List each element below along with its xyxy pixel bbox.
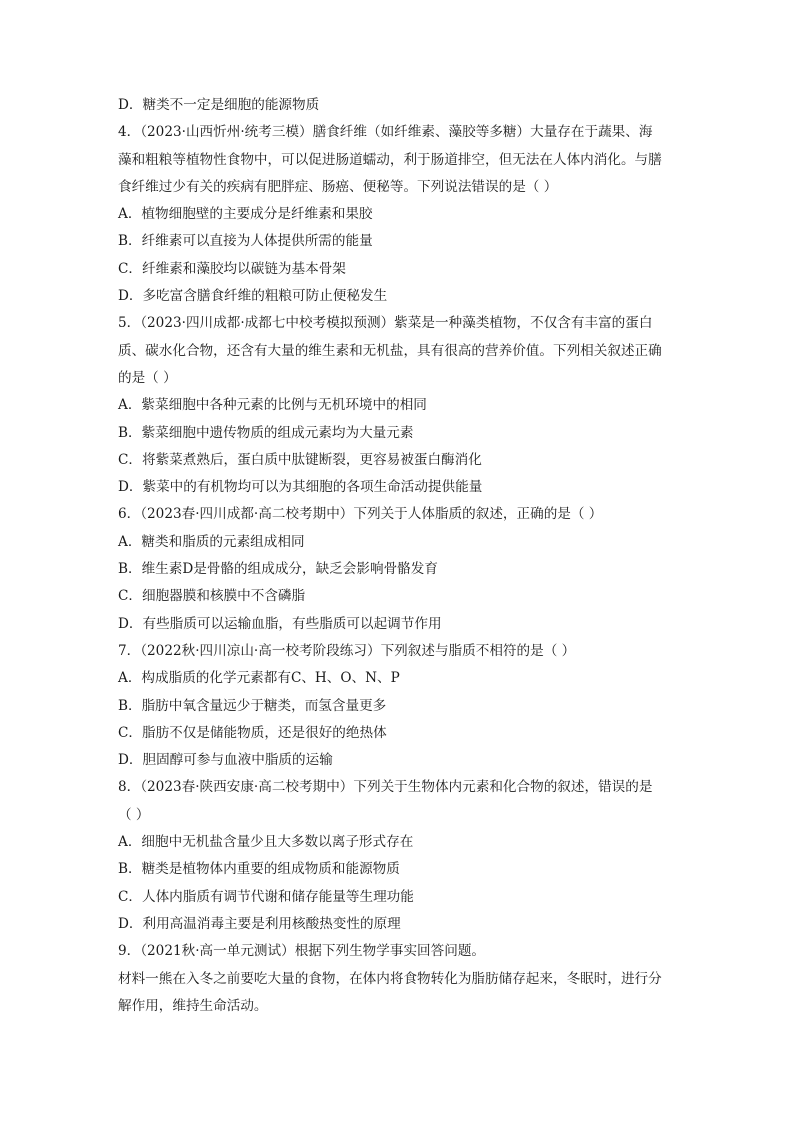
question-8-stem-line-2: （ ） (118, 806, 150, 823)
question-9-stem: 9．（2021秋·高一单元测试）根据下列生物学事实回答问题。 (118, 943, 486, 960)
question-5-option-c: C．将紫菜煮熟后，蛋白质中肽键断裂，更容易被蛋白酶消化 (118, 451, 482, 468)
question-6-option-d: D．有些脂质可以运输血脂，有些脂质可以起调节作用 (118, 615, 442, 632)
question-6-stem: 6．（2023春·四川成都·高二校考期中）下列关于人体脂质的叙述，正确的是（ ） (118, 506, 603, 523)
question-8-option-d: D．利用高温消毒主要是利用核酸热变性的原理 (118, 915, 401, 932)
question-9-material-line-2: 解作用，维持生命活动。 (118, 997, 268, 1014)
question-4-stem-line-1: 4．（2023·山西忻州·统考三模）膳食纤维（如纤维素、藻胶等多糖）大量存在于蔬果、海 (118, 124, 653, 141)
question-5-stem-line-1: 5．（2023·四川成都·成都七中校考模拟预测）紫菜是一种藻类植物，不仅含有丰富的蛋白 (118, 315, 653, 332)
question-8-option-a: A．细胞中无机盐含量少且大多数以离子形式存在 (118, 834, 414, 851)
question-7-stem: 7．（2022秋·四川凉山·高一校考阶段练习）下列叙述与脂质不相符的是（ ） (118, 642, 576, 659)
question-9-material-line-1: 材料一熊在入冬之前要吃大量的食物，在体内将食物转化为脂肪储存起来，冬眠时，进行分 (118, 970, 662, 987)
question-7-option-b: B．脂肪中氧含量远少于糖类，而氢含量更多 (118, 697, 387, 714)
question-4-stem-line-2: 藻和粗粮等植物性食物中，可以促进肠道蠕动，利于肠道排空，但无法在人体内消化。与膳 (118, 151, 662, 168)
question-8-option-b: B．糖类是植物体内重要的组成物质和能源物质 (118, 861, 400, 878)
question-7-option-a: A．构成脂质的化学元素都有C、H、O、N、P (118, 670, 400, 687)
option-d-q3: D．糖类不一定是细胞的能源物质 (118, 97, 320, 113)
question-6-option-c: C．细胞器膜和核膜中不含磷脂 (118, 588, 306, 605)
question-8-option-c: C．人体内脂质有调节代谢和储存能量等生理功能 (118, 888, 414, 905)
question-6-option-a: A．糖类和脂质的元素组成相同 (118, 533, 305, 550)
question-4-option-d: D．多吃富含膳食纤维的粗粮可防止便秘发生 (118, 288, 388, 305)
question-7-option-d: D．胆固醇可参与血液中脂质的运输 (118, 752, 333, 769)
question-5-option-d: D．紫菜中的有机物均可以为其细胞的各项生命活动提供能量 (118, 479, 483, 496)
question-4-option-a: A．植物细胞壁的主要成分是纤维素和果胶 (118, 206, 373, 223)
question-text-block (118, 92, 678, 1020)
question-6-option-b: B．维生素D是骨骼的组成成分，缺乏会影响骨骼发育 (118, 561, 438, 578)
question-5-stem-line-2: 质、碳水化合物，还含有大量的维生素和无机盐，具有很高的营养价值。下列相关叙述正确 (118, 342, 662, 359)
question-8-stem-line-1: 8．（2023春·陕西安康·高二校考期中）下列关于生物体内元素和化合物的叙述，错误的是 (118, 779, 653, 796)
question-4-option-c: C．纤维素和藻胶均以碳链为基本骨架 (118, 260, 346, 277)
question-4-stem-line-3: 食纤维过少有关的疾病有肥胖症、肠癌、便秘等。下列说法错误的是（ ） (118, 178, 558, 195)
question-5-stem-line-3: 的是（ ） (118, 369, 177, 386)
question-7-option-c: C．脂肪不仅是储能物质，还是很好的绝热体 (118, 724, 387, 741)
question-5-option-b: B．紫菜细胞中遗传物质的组成元素均为大量元素 (118, 424, 414, 441)
question-5-option-a: A．紫菜细胞中各种元素的比例与无机环境中的相同 (118, 397, 427, 414)
question-4-option-b: B．纤维素可以直接为人体提供所需的能量 (118, 233, 373, 250)
